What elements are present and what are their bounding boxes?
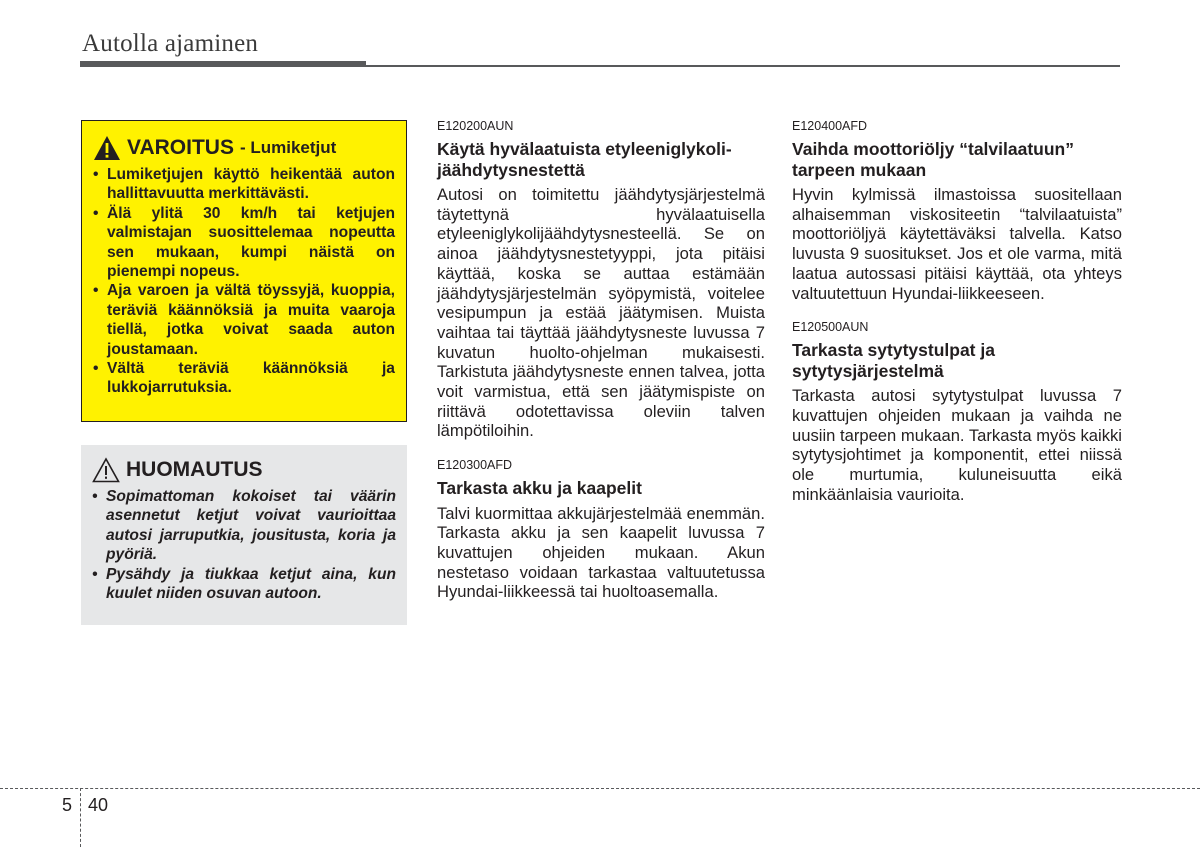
section-heading: Tarkasta sytytystulpat ja sytytysjärjestelmä [792,340,995,381]
section-code: E120200AUN [437,119,514,133]
section-body: Autosi on toimitettu jäähdytysjärjestelmä täytettynä hyvälaatuisella etyleeniglykolijäähdytysnesteellä. Se on ainoa jäähdytysnestetyyppi, jota pitäisi käyttää, koska se auttaa estämään jäähdytysjärjestelmän syöpymistä, voitelee vesipumpun ja estää jäätymisen. Muista vaihtaa tai täyttää jäähdytysneste luvussa 7 kuvatun huolto-ohjelman mukaisesti. Tarkistuta jäähdytysneste ennen talvea, jotta voit varmistua, että sen jäätymispiste on riittävä odotettavissa oleviin talven lämpötiloihin. [437,185,765,441]
section-battery [437,457,765,602]
warning-title [93,135,395,161]
warning-triangle-icon [93,135,121,161]
warning-box [81,120,407,422]
caution-triangle-icon [92,457,120,483]
section-body: Talvi kuormittaa akkujärjestelmää enemmän. Tarkasta akku ja sen kaapelit luvussa 7 kuvattujen ohjeiden mukaan. Akun nestetaso voidaan tarkastaa valtuutetussa Hyundai-liikkeessä tai huoltoasemalla. [437,503,765,602]
section-body: Hyvin kylmissä ilmastoissa suositellaan alhaisemman viskositeetin “talvilaatuista” moottoriöljyä käytettäväksi talvella. Katso luvusta 9 suositukset. Jos et ole varma, mitä laatua autossasi pitäisi käyttää, ota yhteys valtuutettuun Hyundai-liikkeeseen. [792,185,1122,303]
warning-sublabel: - Lumiketjut [239,138,337,157]
section-title: Autolla ajaminen [82,30,259,57]
middle-column [437,118,765,602]
warning-list [93,165,395,398]
note-item: • Pysähdy ja tiukkaa ketjut aina, kun kuulet niiden osuvan autoon. [92,565,396,604]
section-heading: Vaihda moottoriöljy “talvilaatuun” tarpeen mukaan [792,139,1074,180]
warning-item: • Aja varoen ja vältä töyssyjä, kuoppia, teräviä käännöksiä ja muita vaaroja tiellä, jotka voivat saada auton joustamaan. [93,281,395,359]
section-heading: Tarkasta akku ja kaapelit [437,478,642,499]
note-box [81,445,407,625]
footer-rule [0,788,1200,789]
note-list [92,487,396,603]
section-code: E120400AFD [792,119,868,133]
section-code: E120500AUN [792,320,869,335]
section-heading: Käytä hyvälaatuista etyleeniglykoli-jäähdytysnestettä [437,139,732,180]
section-engine-oil [792,118,1122,303]
warning-label: VAROITUS [127,136,234,159]
page-number: 40 [88,795,109,815]
note-label: HUOMAUTUS [126,458,263,481]
note-title [92,457,396,483]
note-item: • Sopimattoman kokoiset tai väärin asennetut ketjut voivat vaurioittaa autosi jarruputkia, jousitusta, koria ja pyöriä. [92,487,396,565]
warning-item: • Älä ylitä 30 km/h tai ketjujen valmistajan suosittelemaa nopeutta sen mukaan, kumpi näistä on pienempi nopeus. [93,204,395,282]
section-coolant [437,118,765,441]
warning-item: • Lumiketjujen käyttö heikentää auton hallittavuutta merkittävästi. [93,165,395,204]
footer-divider [80,788,81,847]
header-rule-thick [80,61,366,67]
section-body: Tarkasta autosi sytytystulpat luvussa 7 kuvattujen ohjeiden mukaan ja vaihda ne uusiin tarpeen mukaan. Tarkasta myös kaikki sytytysjohtimet ja komponentit, ettei niissä ole murtumia, kuluneisuutta eikä minkäänlaisia vaurioita. [792,386,1122,504]
header-rule-thin [366,65,1120,67]
section-code: E120300AFD [437,458,513,473]
right-column [792,118,1122,504]
warning-item: • Vältä teräviä käännöksiä ja lukkojarrutuksia. [93,359,395,398]
section-spark-plugs [792,319,1122,504]
chapter-number: 5 [62,795,73,815]
